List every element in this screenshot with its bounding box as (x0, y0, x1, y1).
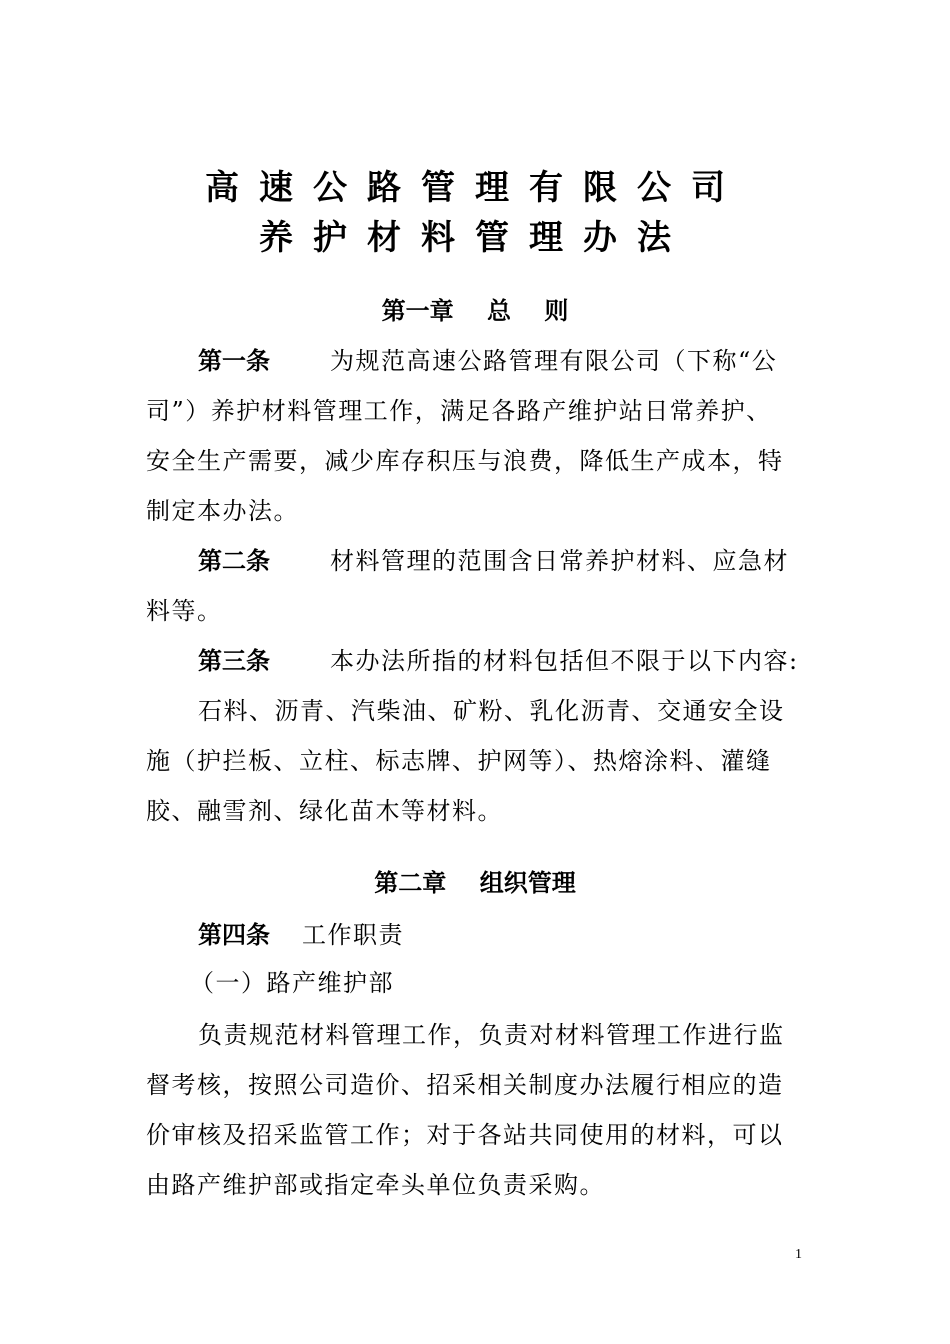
article-4-subsection-1: （一）路产维护部 (190, 969, 394, 997)
article-1-text: 为规范高速公路管理有限公司（下称“公 (330, 347, 778, 375)
article-1-line-3: 安全生产需要，减少库存积压与浪费，降低生产成本，特 (146, 447, 784, 475)
page-number: 1 (795, 1247, 802, 1262)
article-2-label: 第二条 (198, 547, 270, 575)
document-title-line-2: 养护材料管理办法 (259, 218, 691, 258)
article-3-line-3: 施（护拦板、立柱、标志牌、护网等）、热熔涂料、灌缝 (146, 747, 772, 775)
document-title-line-1: 高速公路管理有限公司 (205, 168, 745, 208)
article-4-line-5: 由路产维护部或指定牵头单位负责采购。 (146, 1171, 605, 1199)
article-3-text: 本办法所指的材料包括但不限于以下内容: (330, 647, 799, 675)
article-4-line-2: 负责规范材料管理工作，负责对材料管理工作进行监 (198, 1021, 785, 1049)
article-2-text: 材料管理的范围含日常养护材料、应急材 (330, 547, 789, 575)
article-3-line-1 (198, 646, 808, 676)
article-3-label: 第三条 (198, 647, 270, 675)
article-1-line-4: 制定本办法。 (146, 497, 299, 525)
article-4-line-4: 价审核及招采监管工作；对于各站共同使用的材料，可以 (146, 1121, 784, 1149)
article-4-line-1 (198, 920, 808, 950)
article-4-line-3: 督考核，按照公司造价、招采相关制度办法履行相应的造 (146, 1071, 784, 1099)
chapter-2-heading: 第二章 组织管理 (374, 869, 576, 897)
article-1-line-2: 司”）养护材料管理工作，满足各路产维护站日常养护、 (146, 397, 772, 425)
article-4-heading: 工作职责 (302, 921, 404, 949)
article-3-line-4: 胶、融雪剂、绿化苗木等材料。 (146, 797, 503, 825)
article-2-line-1 (198, 546, 808, 576)
article-2-line-2: 料等。 (146, 597, 223, 625)
article-4-label: 第四条 (198, 921, 270, 949)
article-3-line-2: 石料、沥青、汽柴油、矿粉、乳化沥青、交通安全设 (198, 697, 785, 725)
article-1-line-1 (198, 346, 808, 376)
article-1-label: 第一条 (198, 347, 270, 375)
chapter-1-heading: 第一章 总 则 (381, 297, 569, 325)
